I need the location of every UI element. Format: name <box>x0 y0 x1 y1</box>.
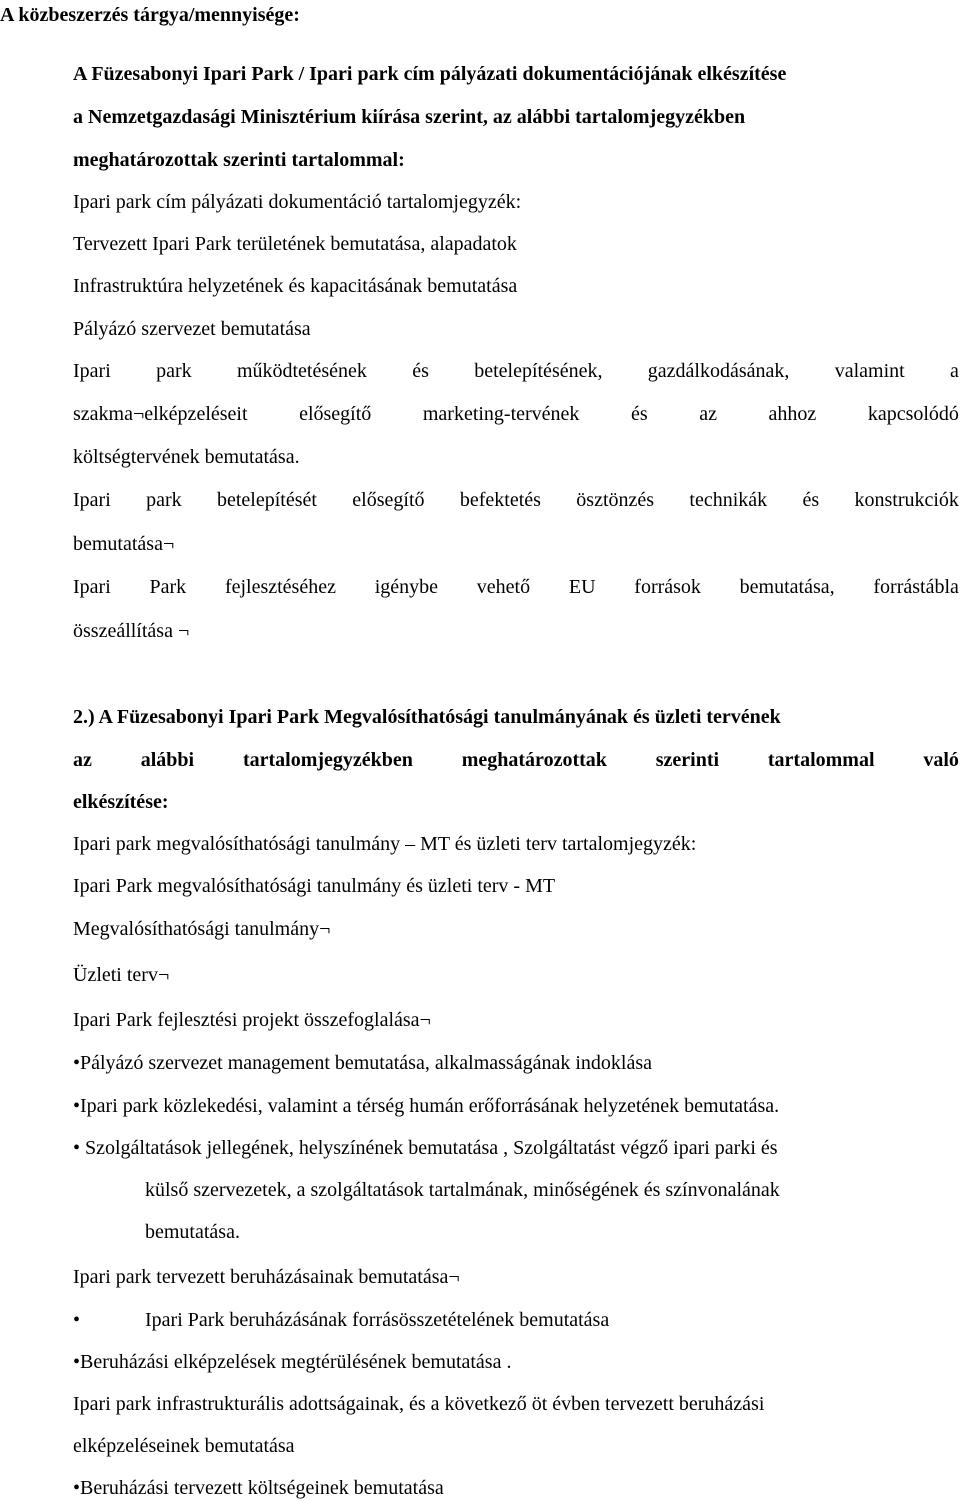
word: és <box>630 403 648 425</box>
word: Park <box>149 576 187 598</box>
word: az <box>699 403 717 425</box>
word: források <box>634 576 701 598</box>
word: konstrukciók <box>854 489 959 511</box>
word: és <box>802 489 820 511</box>
bullet-item: •Pályázó szervezet management bemutatása, alkalmasságának indoklása <box>73 1052 652 1074</box>
toc-item-infrastructure: Infrastruktúra helyzetének és kapacitásának bemutatása <box>73 275 518 297</box>
mt-line: Ipari park infrastrukturális adottságainak, és a következő öt évben tervezett beruházási <box>73 1393 765 1415</box>
word: való <box>923 749 959 771</box>
word: betelepítését <box>217 489 317 511</box>
word: Ipari <box>73 489 111 511</box>
investment-line-2: bemutatása¬ <box>73 533 175 555</box>
word: bemutatása, <box>739 576 835 598</box>
mt-line: Ipari Park megvalósíthatósági tanulmány és üzleti terv - MT <box>73 875 556 897</box>
word: fejlesztéséhez <box>224 576 336 598</box>
word: a <box>950 360 959 382</box>
word: befektetés <box>459 489 541 511</box>
toc-title: Ipari park cím pályázati dokumentáció tartalomjegyzék: <box>73 191 522 213</box>
word: elősegítő <box>299 403 372 425</box>
section1-title-line-2: a Nemzetgazdasági Minisztérium kiírása szerint, az alábbi tartalomjegyzékben <box>73 106 746 128</box>
word: park <box>156 360 192 382</box>
word: tartalomjegyzékben <box>242 749 413 771</box>
bullet-item: •Beruházási tervezett költségeinek bemutatása <box>73 1477 444 1499</box>
word: technikák <box>689 489 768 511</box>
word: park <box>146 489 182 511</box>
mt-line: Ipari park tervezett beruházásainak bemutatása¬ <box>73 1266 460 1288</box>
word: működtetésének <box>236 360 367 382</box>
marketing-line-2 <box>73 401 959 427</box>
bullet-item: •Ipari park közlekedési, valamint a térség humán erőforrásának helyzetének bemutatása. <box>73 1095 780 1117</box>
word: az <box>73 749 92 771</box>
word: igénybe <box>374 576 439 598</box>
section2-title-line-3: elkészítése: <box>73 791 169 813</box>
word: és <box>412 360 429 382</box>
word: Ipari <box>73 576 111 598</box>
word: Ipari <box>73 360 111 382</box>
mt-line: Üzleti terv¬ <box>73 964 170 986</box>
mt-line: Megvalósíthatósági tanulmány¬ <box>73 918 331 940</box>
eu-funds-line-1 <box>73 574 959 600</box>
word: alábbi <box>140 749 195 771</box>
marketing-line-1 <box>73 358 959 384</box>
word: meghatározottak <box>461 749 607 771</box>
marketing-line-3: költségtervének bemutatása. <box>73 446 300 468</box>
bullet-continuation: bemutatása. <box>145 1221 240 1243</box>
bullet-item: Ipari Park beruházásának forrásösszetételének bemutatása <box>145 1309 610 1331</box>
word: vehető <box>476 576 531 598</box>
mt-toc-title: Ipari park megvalósíthatósági tanulmány – MT és üzleti terv tartalomjegyzék: <box>73 833 697 855</box>
word: szakma¬elképzeléseit <box>73 403 248 425</box>
bullet-continuation: külső szervezetek, a szolgáltatások tartalmának, minőségének és színvonalának <box>145 1179 780 1201</box>
mt-line: Ipari Park fejlesztési projekt összefoglalása¬ <box>73 1009 431 1031</box>
section2-title-line-2 <box>73 747 959 773</box>
section1-title-line-1: A Füzesabonyi Ipari Park / Ipari park cím pályázati dokumentációjának elkészítése <box>73 63 787 85</box>
mt-line: elképzeléseinek bemutatása <box>73 1435 295 1457</box>
word: ahhoz <box>768 403 817 425</box>
toc-item-applicant: Pályázó szervezet bemutatása <box>73 318 311 340</box>
section-heading: A közbeszerzés tárgya/mennyisége: <box>0 4 300 26</box>
bullet-item: • Szolgáltatások jellegének, helyszínének bemutatása , Szolgáltatást végző ipari parki és <box>73 1137 778 1159</box>
word: valamint <box>834 360 905 382</box>
bullet-item: •Beruházási elképzelések megtérülésének bemutatása . <box>73 1351 512 1373</box>
word: betelepítésének, <box>474 360 603 382</box>
word: marketing-tervének <box>422 403 580 425</box>
word: szerinti <box>655 749 720 771</box>
section2-title-line-1: 2.) A Füzesabonyi Ipari Park Megvalósíthatósági tanulmányának és üzleti tervének <box>73 706 781 728</box>
toc-item-area: Tervezett Ipari Park területének bemutatása, alapadatok <box>73 233 517 255</box>
bullet-marker: • <box>73 1309 81 1331</box>
word: kapcsolódó <box>867 403 959 425</box>
word: gazdálkodásának, <box>647 360 790 382</box>
word: ösztönzés <box>576 489 655 511</box>
word: forrástábla <box>873 576 959 598</box>
word: elősegítő <box>352 489 425 511</box>
investment-line-1 <box>73 487 959 513</box>
word: tartalommal <box>767 749 875 771</box>
section1-title-line-3: meghatározottak szerinti tartalommal: <box>73 149 405 171</box>
eu-funds-line-2: összeállítása ¬ <box>73 620 190 642</box>
word: EU <box>568 576 596 598</box>
